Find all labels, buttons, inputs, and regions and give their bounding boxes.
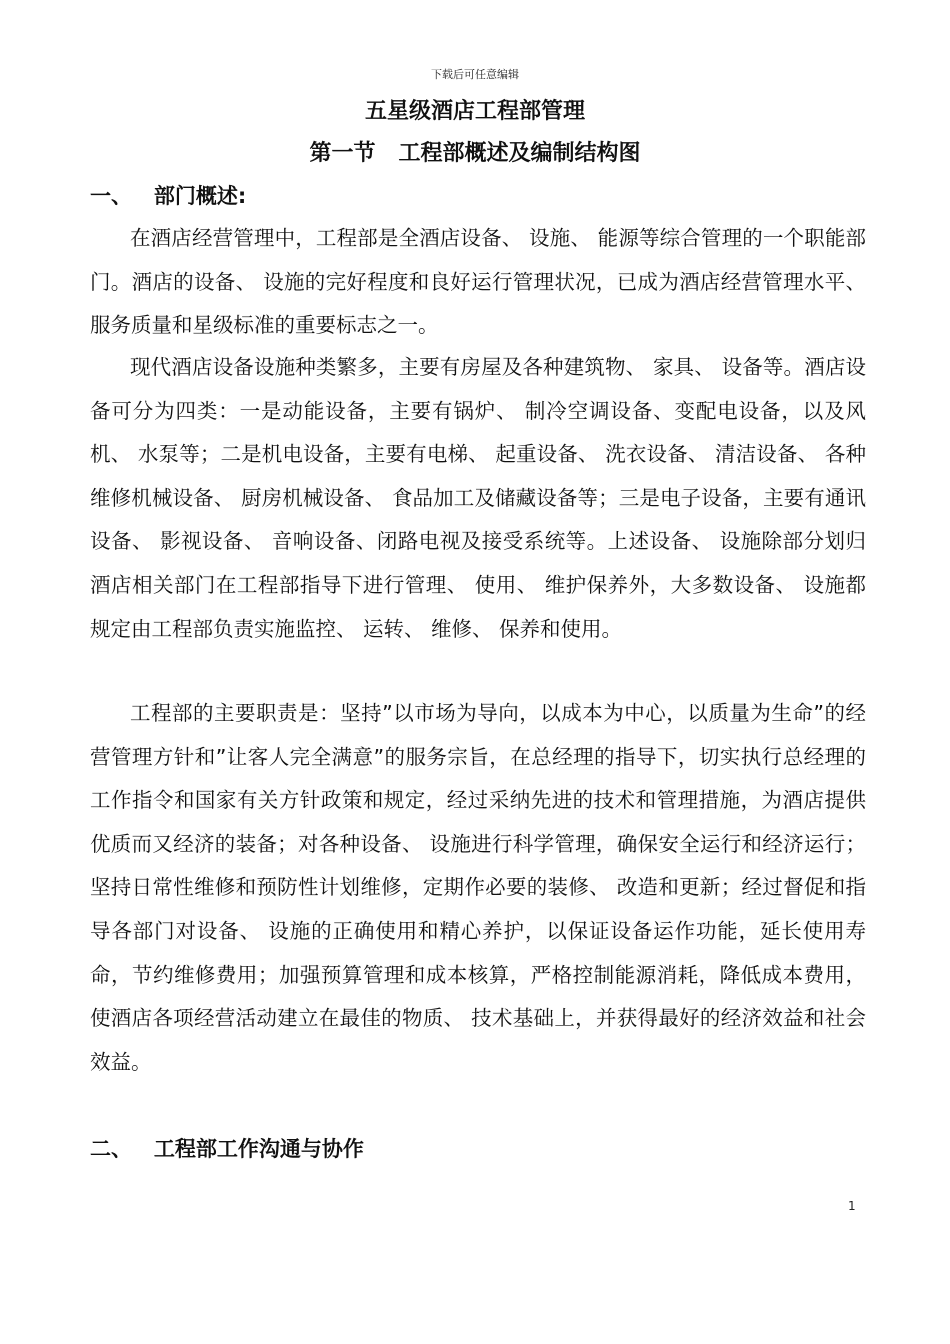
header-note: 下载后可任意编辑	[431, 68, 519, 81]
paragraph-intro: 在酒店经营管理中，工程部是全酒店设备、 设施、 能源等综合管理的一个职能部门。酒店的设备、 设施的完好程度和良好运行管理状况，已成为酒店经营管理水平、 服务质量和星级标准的重要标志之一。	[90, 226, 866, 338]
document-title: 五星级酒店工程部管理	[364, 99, 585, 124]
section-title: 第一节 工程部概述及编制结构图	[309, 141, 641, 166]
paragraph-equipment: 现代酒店设备设施种类繁多，主要有房屋及各种建筑物、 家具、 设备等。酒店设备可分为四类：一是动能设备，主要有锅炉、 制冷空调设备、变配电设备，以及风机、 水泵等；二是机电设备，主要有电梯、 起重设备、 洗衣设备、 清洁设备、 各种维修机械设备、 厨房机械设备、 食品加工及储藏设备等；三是电子设备，主要有通讯设备、 影视设备、 音响设备、闭路电视及接受系统等。上述设备、 设施除部分划归酒店相关部门在工程部指导下进行管理、 使用、 维护保养外，大多数设备、 设施都规定由工程部负责实施监控、 运转、 维修、 保养和使用。	[90, 355, 866, 641]
heading-department-overview: 一、 部门概述:	[90, 184, 247, 208]
heading-communication: 二、 工程部工作沟通与协作	[90, 1137, 364, 1161]
page-number: 1	[848, 1199, 856, 1213]
paragraph-responsibilities: 工程部的主要职责是：坚持”以市场为导向，以成本为中心，以质量为生命”的经营管理方针和”让客人完全满意”的服务宗旨，在总经理的指导下，切实执行总经理的工作指令和国家有关方针政策和规定，经过采纳先进的技术和管理措施，为酒店提供优质而又经济的装备；对各种设备、 设施进行科学管理，确保安全运行和经济运行；坚持日常性维修和预防性计划维修，定期作必要的装修、 改造和更新；经过督促和指导各部门对设备、 设施的正确使用和精心养护，以保证设备运作功能，延长使用寿命，节约维修费用；加强预算管理和成本核算，严格控制能源消耗，降低成本费用，使酒店各项经营活动建立在最佳的物质、 技术基础上，并获得最好的经济效益和社会效益。	[90, 701, 866, 1074]
